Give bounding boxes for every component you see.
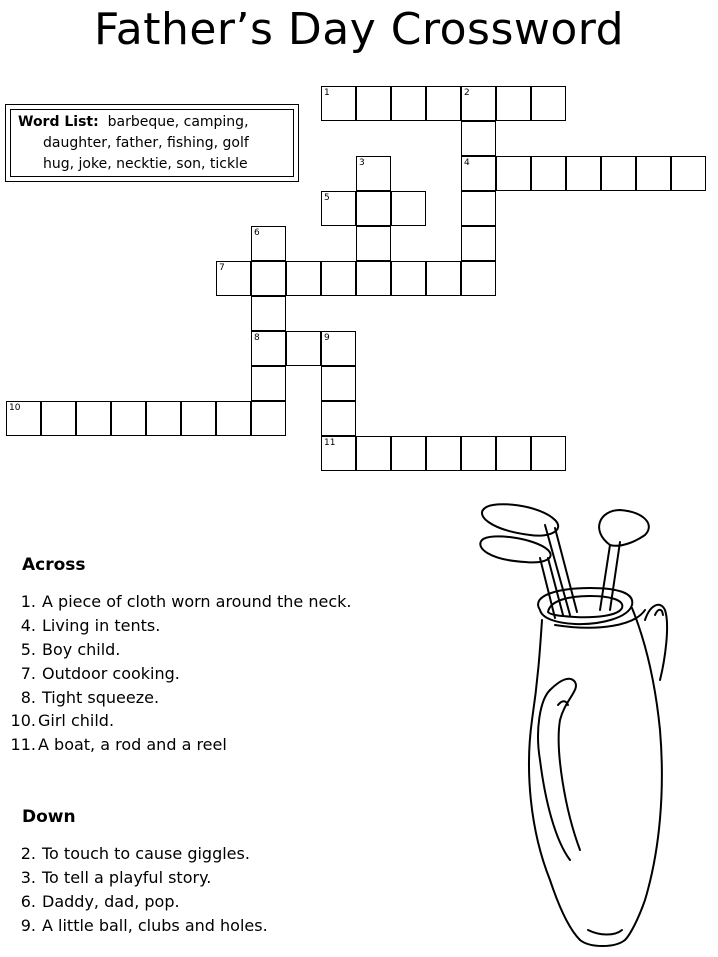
word-list-words-1: barbeque, camping, (107, 114, 249, 130)
grid-cell[interactable] (321, 86, 356, 121)
down-clue (0, 868, 211, 887)
grid-cell[interactable] (671, 156, 706, 191)
clue-number-6: 6 (254, 228, 260, 238)
grid-cell[interactable] (391, 191, 426, 226)
grid-cell[interactable] (111, 401, 146, 436)
across-clue (0, 592, 351, 611)
clue-num: 7. (20, 664, 36, 683)
clue-num: 6. (20, 892, 36, 911)
grid-cell[interactable] (251, 296, 286, 331)
clue-num: 2. (20, 844, 36, 863)
word-list-inner (10, 109, 294, 177)
grid-cell[interactable] (321, 261, 356, 296)
clue-number-8: 8 (254, 333, 260, 343)
clue-text: To tell a playful story. (42, 868, 212, 887)
grid-cell[interactable] (251, 261, 286, 296)
grid-cell[interactable] (286, 261, 321, 296)
grid-cell[interactable] (356, 86, 391, 121)
clue-text: Living in tents. (42, 616, 161, 635)
grid-cell[interactable] (426, 261, 461, 296)
grid-cell[interactable] (636, 156, 671, 191)
grid-cell[interactable] (286, 331, 321, 366)
grid-cell[interactable] (356, 261, 391, 296)
clue-number-9: 9 (324, 333, 330, 343)
grid-cell[interactable] (391, 261, 426, 296)
clue-number-10: 10 (9, 403, 21, 413)
clue-text: Tight squeeze. (42, 688, 160, 707)
clue-text: A boat, a rod and a reel (38, 735, 227, 754)
down-clue (0, 916, 268, 935)
clue-text: A piece of cloth worn around the neck. (42, 592, 352, 611)
clue-num: 8. (20, 688, 36, 707)
grid-cell[interactable] (181, 401, 216, 436)
clue-num: 11. (10, 735, 36, 754)
clue-text: Boy child. (42, 640, 121, 659)
across-clue (0, 664, 180, 683)
clue-text: Outdoor cooking. (42, 664, 180, 683)
down-clue (0, 844, 250, 863)
clue-number-2: 2 (464, 88, 470, 98)
grid-cell[interactable] (321, 436, 356, 471)
grid-cell[interactable] (391, 86, 426, 121)
grid-cell[interactable] (216, 401, 251, 436)
grid-cell[interactable] (531, 86, 566, 121)
grid-cell[interactable] (251, 331, 286, 366)
across-clue (0, 711, 114, 730)
across-heading: Across (22, 555, 86, 575)
grid-cell[interactable] (496, 156, 531, 191)
grid-cell[interactable] (461, 86, 496, 121)
grid-cell[interactable] (356, 436, 391, 471)
grid-cell[interactable] (321, 331, 356, 366)
clue-text: To touch to cause giggles. (42, 844, 250, 863)
grid-cell[interactable] (566, 156, 601, 191)
grid-cell[interactable] (356, 226, 391, 261)
grid-cell[interactable] (76, 401, 111, 436)
grid-cell[interactable] (391, 436, 426, 471)
grid-cell[interactable] (41, 401, 76, 436)
grid-cell[interactable] (321, 191, 356, 226)
grid-cell[interactable] (496, 86, 531, 121)
grid-cell[interactable] (251, 401, 286, 436)
across-clue (0, 616, 160, 635)
page-title: Father’s Day Crossword (93, 4, 625, 55)
grid-cell[interactable] (426, 86, 461, 121)
clue-num: 5. (20, 640, 36, 659)
clue-number-3: 3 (359, 158, 365, 168)
grid-cell[interactable] (461, 261, 496, 296)
grid-cell[interactable] (146, 401, 181, 436)
grid-cell[interactable] (6, 401, 41, 436)
clue-text: Daddy, dad, pop. (42, 892, 180, 911)
clue-number-7: 7 (219, 263, 225, 273)
grid-cell[interactable] (531, 436, 566, 471)
across-clue (0, 640, 120, 659)
clue-number-11: 11 (324, 438, 336, 448)
grid-cell[interactable] (461, 156, 496, 191)
grid-cell[interactable] (321, 366, 356, 401)
golf-bag-illustration (470, 500, 710, 950)
clue-num: 3. (20, 868, 36, 887)
grid-cell[interactable] (531, 156, 566, 191)
clue-number-1: 1 (324, 88, 330, 98)
grid-cell[interactable] (321, 401, 356, 436)
clue-number-5: 5 (324, 193, 330, 203)
across-clue (0, 735, 227, 754)
clue-num: 9. (20, 916, 36, 935)
word-list-label: Word List: (18, 114, 99, 130)
down-clue (0, 892, 180, 911)
clue-num: 4. (20, 616, 36, 635)
clue-text: A little ball, clubs and holes. (42, 916, 268, 935)
grid-cell[interactable] (251, 366, 286, 401)
grid-cell[interactable] (496, 436, 531, 471)
word-list-words-3: hug, joke, necktie, son, tickle (43, 156, 248, 172)
grid-cell[interactable] (251, 226, 286, 261)
grid-cell[interactable] (461, 191, 496, 226)
grid-cell[interactable] (356, 191, 391, 226)
word-list-words-2: daughter, father, fishing, golf (43, 135, 249, 151)
grid-cell[interactable] (356, 156, 391, 191)
grid-cell[interactable] (461, 226, 496, 261)
clue-text: Girl child. (38, 711, 115, 730)
grid-cell[interactable] (601, 156, 636, 191)
clue-number-4: 4 (464, 158, 470, 168)
word-list-box (5, 104, 299, 182)
word-list-line-1 (18, 112, 293, 133)
grid-cell[interactable] (426, 436, 461, 471)
grid-cell[interactable] (461, 436, 496, 471)
grid-cell[interactable] (461, 121, 496, 156)
down-heading: Down (22, 807, 76, 827)
clue-num: 10. (10, 711, 36, 730)
grid-cell[interactable] (216, 261, 251, 296)
clue-num: 1. (20, 592, 36, 611)
across-clue (0, 688, 159, 707)
